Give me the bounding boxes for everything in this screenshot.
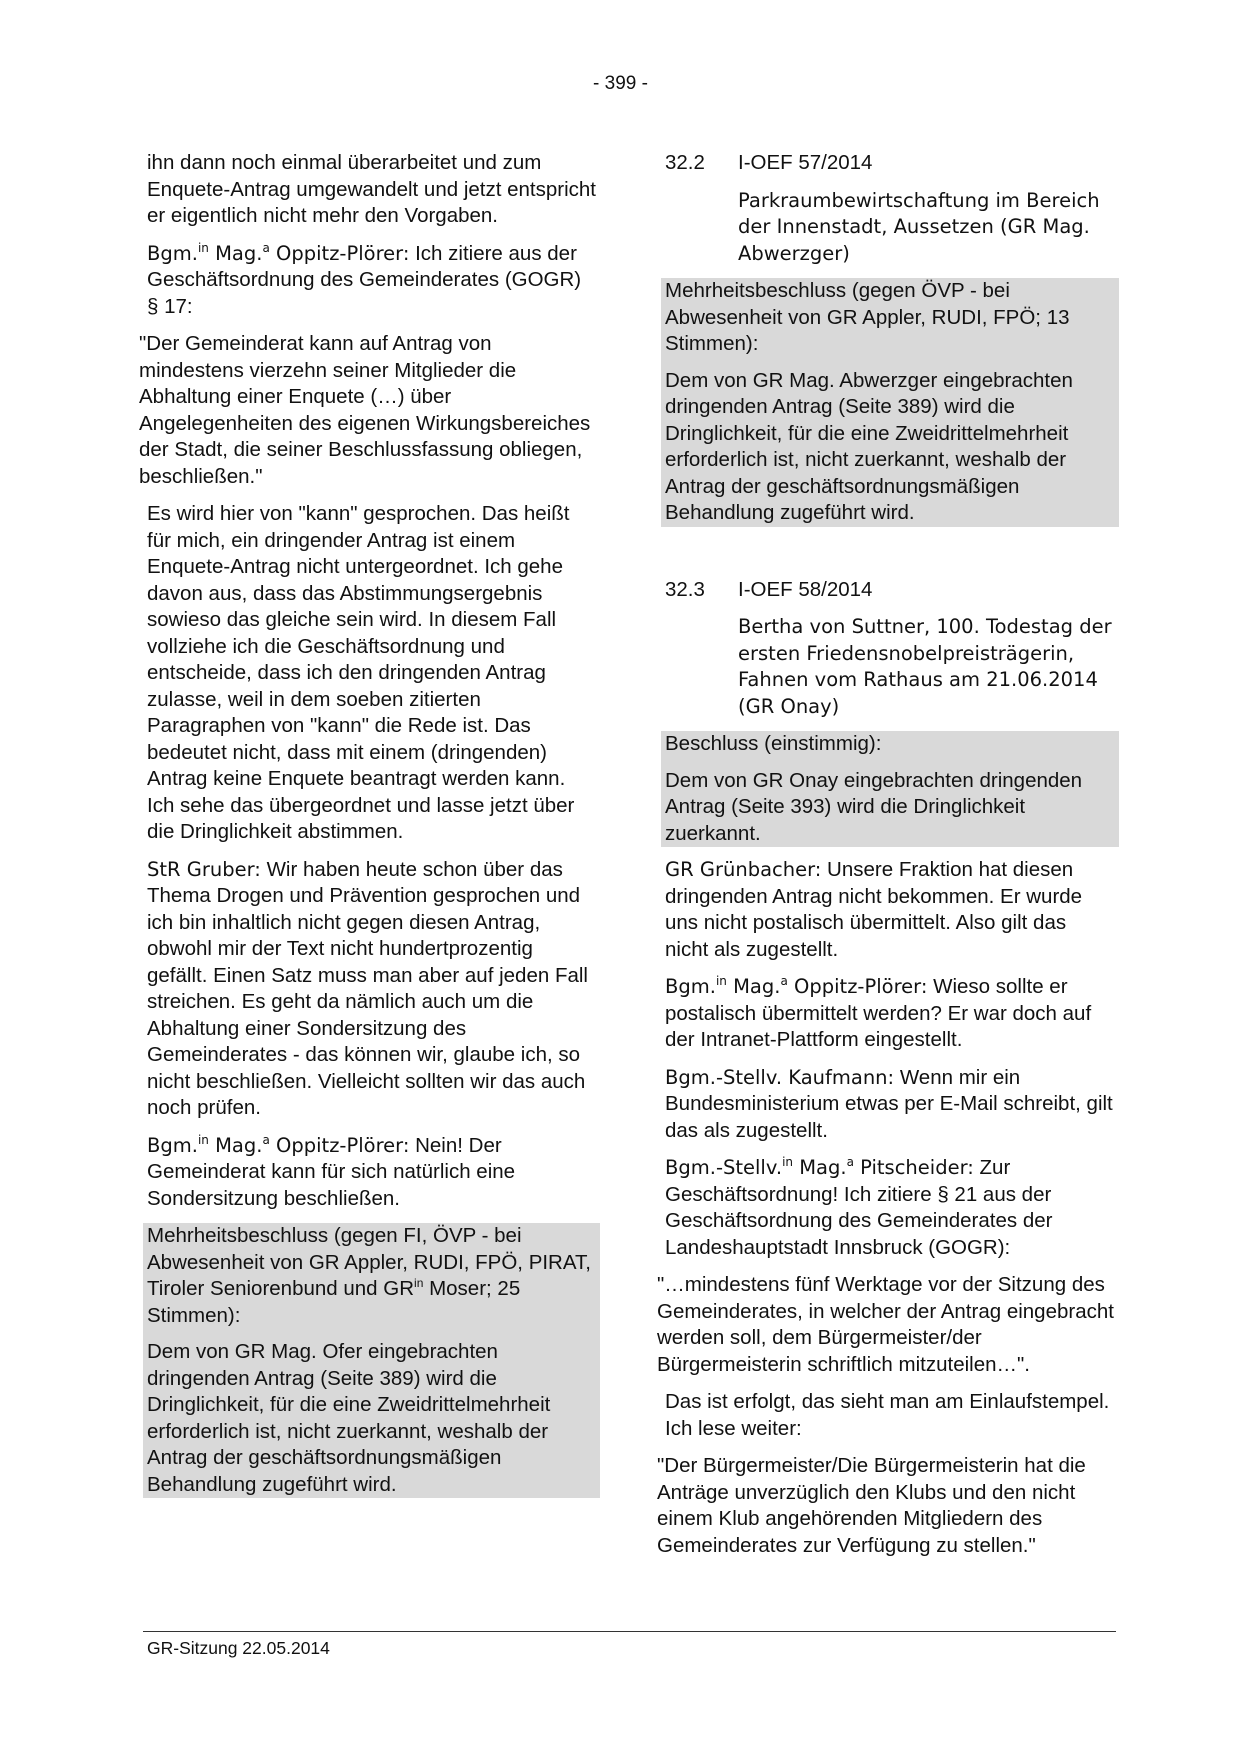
resolution-box [143,1223,600,1498]
speaker-name: Bgm.$^{in}$ Mag.$^a$ Oppitz-Plörer: [147,1132,410,1157]
spacer [665,537,1115,577]
speaker-paragraph: GR Grünbacher: Unsere Fraktion hat diesen dringenden Antrag nicht bekommen. Er wurde uns nicht postalisch übermittelt. Also gilt das nicht als zugestellt. [665,858,1083,961]
paragraph: Es wird hier von "kann" gesprochen. Das heißt für mich, ein dringender Antrag ist einem Enquete-Antrag nicht untergeordnet. Ich gehe davon aus, dass das Abstimmungsergebnis sowieso das gleiche sein wird. In diesem Fall vollziehe ich die Geschäftsordnung und entscheide, dass ich den dringenden Antrag zulasse, weil in dem soeben zitierten Paragraphen von "kann" die Rede ist. Das bedeutet nicht, dass mit einem (dringenden) Antrag keine Enquete beantragt werden kann. Ich sehe das übergeordnet und lasse jetzt über die Dringlichkeit abstimmen. [147,502,575,843]
page-number: - 399 - [593,73,648,94]
resolution-text: Dem von GR Onay eingebrachten dringenden Antrag (Seite 393) wird die Dringlichkeit zuerkannt. [665,768,1083,845]
speaker-paragraph: Bgm.-Stellv. Kaufmann: Wenn mir ein Bundesministerium etwas per E-Mail schreibt, gilt das als zugestellt. [665,1065,1113,1142]
resolution-box [661,278,1119,527]
agenda-item-header [665,150,1115,177]
footer-divider [143,1631,1116,1632]
item-number: 32.2 [665,151,705,174]
speaker-paragraph: Bgm.-Stellv.$^{in}$ Mag.$^a$ Pitscheider: Zur Geschäftsordnung! Ich zitiere § 21 aus der Geschäftsordnung des Gemeinderates der Landeshauptstadt Innsbruck (GOGR): [665,1155,1053,1259]
resolution-label: Mehrheitsbeschluss (gegen ÖVP - bei Abwesenheit von GR Appler, RUDI, FPÖ; 13 Stimmen): [665,279,1070,355]
speaker-name: Bgm.$^{in}$ Mag.$^a$ Oppitz-Plörer: [665,974,928,998]
speaker-name: Bgm.-Stellv.$^{in}$ Mag.$^a$ Pitscheider: [665,1155,974,1179]
speaker-paragraph: Bgm.$^{in}$ Mag.$^a$ Oppitz-Plörer: Nein! Der Gemeinderat kann für sich natürlich eine Sondersitzung beschließen. [147,1132,516,1210]
speaker-paragraph: Bgm.$^{in}$ Mag.$^a$ Oppitz-Plörer: Wieso sollte er postalisch übermittelt werden? Er war doch auf der Intranet-Plattform eingestellt. [665,974,1092,1051]
quote: "Der Gemeinderat kann auf Antrag von mindestens vierzehn seiner Mitglieder die Abhaltung einer Enquete (…) über Angelegenheiten des eigenen Wirkungsbereiches der Stadt, die seiner Beschlussfassung obliegen, beschließen." [139,332,591,488]
resolution-text: Dem von GR Mag. Ofer eingebrachten dringenden Antrag (Seite 389) wird die Dringlichkeit, für die eine Zweidrittelmehrheit erforderlich ist, nicht zuerkannt, weshalb der Antrag der geschäftsordnungsmäßigen Behandlung zugeführt wird. [147,1340,551,1496]
resolution-text: Dem von GR Mag. Abwerzger eingebrachten dringenden Antrag (Seite 389) wird die Dringlichkeit, für die eine Zweidrittelmehrheit erforderlich ist, nicht zuerkannt, weshalb der Antrag der geschäftsordnungsmäßigen Behandlung zugeführt wird. [665,368,1073,524]
left-column [139,150,596,1508]
speaker-name: Bgm.$^{in}$ Mag.$^a$ Oppitz-Plörer: [147,240,410,265]
resolution-label: Mehrheitsbeschluss (gegen FI, ÖVP - bei Abwesenheit von GR Appler, RUDI, FPÖ, PIRAT, Tiroler Seniorenbund und $GR^{in}$ Moser; 25 Stimmen): [147,1224,591,1327]
quote: "…mindestens fünf Werktage vor der Sitzung des Gemeinderates, in welcher der Antrag eingebracht werden soll, dem Bürgermeister/der Bürgermeisterin schriftlich mitzuteilen…". [657,1273,1114,1376]
quote: "Der Bürgermeister/Die Bürgermeisterin hat die Anträge unverzüglich den Klubs und den nicht einem Klub angehörenden Mitgliedern des Gemeinderates zur Verfügung zu stellen." [657,1454,1086,1557]
paragraph: Das ist erfolgt, das sieht man am Einlaufstempel. Ich lese weiter: [665,1390,1110,1440]
speaker-name: Bgm.-Stellv. Kaufmann: [665,1065,895,1089]
item-code: I-OEF 58/2014 [738,577,873,601]
resolution-label: Beschluss (einstimmig): [665,732,882,755]
speaker-name: StR Gruber: [147,857,261,881]
speaker-paragraph: StR Gruber: Wir haben heute schon über das Thema Drogen und Prävention gesprochen und ich bin inhaltlich nicht gegen diesen Antrag, obwohl mir der Text nicht hundertprozentig gefällt. Einen Satz muss man aber auf jeden Fall streichen. Es geht da nämlich auch um die Abhaltung einer Sondersitzung des Gemeinderates - das können wir, glaube ich, so nicht beschließen. Vielleicht sollten wir das auch noch prüfen. [147,857,588,1119]
item-number: 32.3 [665,577,705,601]
item-title: Parkraumbewirtschaftung im Bereich der Innenstadt, Aussetzen (GR Mag. Abwerzger) [738,188,1100,265]
footer-session-date: GR-Sitzung 22.05.2014 [147,1638,330,1658]
paragraph: ihn dann noch einmal überarbeitet und zum Enquete-Antrag umgewandelt und jetzt entspricht er eigentlich nicht mehr den Vorgaben. [147,151,596,227]
speaker-paragraph: Bgm.$^{in}$ Mag.$^a$ Oppitz-Plörer: Ich zitiere aus der Geschäftsordnung des Gemeinderates (GOGR) § 17: [147,240,582,318]
resolution-box [661,731,1119,847]
item-title: Bertha von Suttner, 100. Todestag der ersten Friedensnobelpreisträgerin, Fahnen vom Rathaus am 21.06.2014 (GR Onay) [738,615,1112,718]
speaker-name: GR Grünbacher: [665,858,822,881]
item-code: I-OEF 57/2014 [738,151,873,174]
agenda-item-header [665,577,1115,604]
right-column [657,150,1115,1570]
